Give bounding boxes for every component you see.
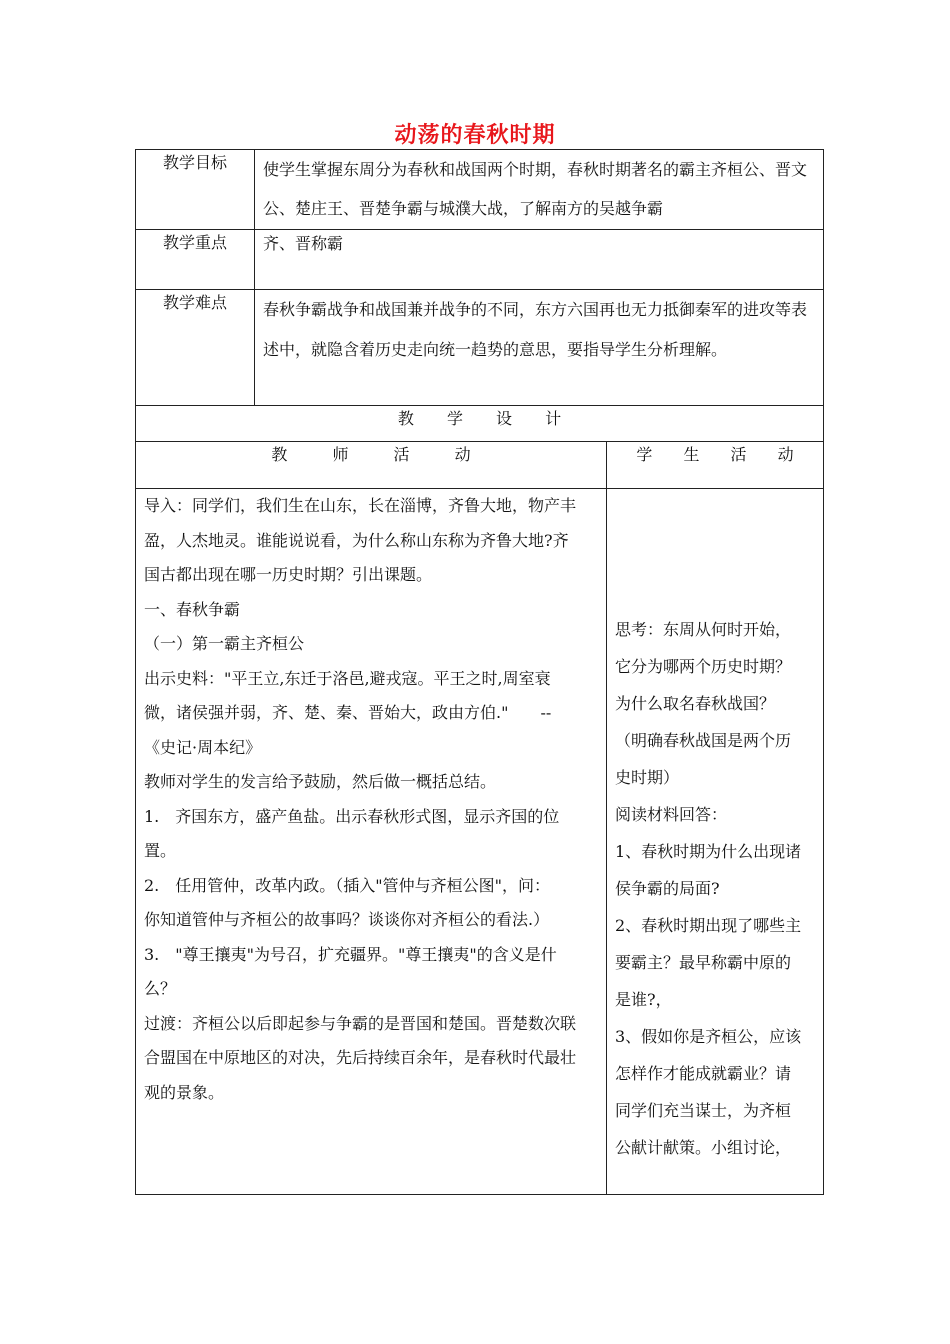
teacher-line: （一）第一霸主齐桓公 bbox=[144, 634, 305, 653]
document-title: 动荡的春秋时期 bbox=[394, 123, 556, 148]
teacher-line: 2. 任用管仲，改革内政。（插入"管仲与齐桓公图"，问： bbox=[144, 875, 550, 895]
student-line: 为什么取名春秋战国？ bbox=[615, 694, 776, 713]
teacher-line: 你知道管仲与齐桓公的故事吗？谈谈你对齐桓公的看法.） bbox=[144, 910, 550, 929]
difficulties-text: 春秋争霸战争和战国兼并战争的不同，东方六国再也无力抵御秦军的进攻等表述中，就隐含着历史走向统一趋势的意思，要指导学生分析理解。 bbox=[263, 300, 808, 359]
objectives-row bbox=[136, 150, 824, 230]
difficulties-label: 教学难点 bbox=[136, 290, 255, 406]
student-line: 公献计献策。小组讨论， bbox=[615, 1138, 792, 1157]
design-header-row bbox=[136, 406, 824, 442]
student-header-text: 学 生 活 动 bbox=[636, 445, 794, 464]
teacher-line: 盈，人杰地灵。谁能说说看，为什么称山东称为齐鲁大地?齐 bbox=[144, 530, 569, 550]
student-line: 3、假如你是齐桓公，应该 bbox=[615, 1027, 802, 1046]
objectives-label: 教学目标 bbox=[136, 150, 255, 230]
student-line: 怎样作才能成就霸业？请 bbox=[615, 1064, 792, 1083]
difficulties-row bbox=[136, 290, 824, 406]
design-header-text: 教 学 设 计 bbox=[397, 409, 576, 428]
teacher-line: 过渡：齐桓公以后即起参与争霸的是晋国和楚国。晋楚数次联 bbox=[144, 1013, 577, 1033]
student-line: 同学们充当谋士，为齐桓 bbox=[615, 1101, 792, 1120]
difficulties-cell bbox=[255, 290, 824, 406]
teacher-line: 一、春秋争霸 bbox=[144, 599, 241, 619]
teacher-header-text: 教 师 活 动 bbox=[271, 445, 471, 464]
teacher-activity-text bbox=[136, 489, 606, 1110]
student-line: （明确春秋战国是两个历 bbox=[615, 731, 792, 750]
teacher-line: 出示史料："平王立,东迁于洛邑,避戎寇。平王之时,周室衰 bbox=[144, 668, 551, 688]
student-line: 侯争霸的局面? bbox=[615, 879, 720, 898]
key-points-label: 教学重点 bbox=[136, 230, 255, 290]
activity-header-row bbox=[136, 442, 824, 489]
key-points-row bbox=[136, 230, 824, 290]
student-line: 要霸主？最早称霸中原的 bbox=[615, 953, 792, 972]
key-points-text: 齐、晋称霸 bbox=[263, 234, 344, 253]
student-line: 1、春秋时期为什么出现诸 bbox=[615, 842, 802, 861]
teacher-line: 置。 bbox=[144, 841, 177, 860]
student-activity-text bbox=[607, 489, 823, 1166]
design-header bbox=[136, 406, 824, 442]
teacher-line: 3. "尊王攘夷"为号召，扩充疆界。"尊王攘夷"的含义是什 bbox=[144, 944, 557, 964]
teacher-activity-cell bbox=[136, 489, 607, 1195]
lesson-plan-table bbox=[135, 149, 824, 1195]
student-line: 史时期） bbox=[615, 768, 680, 787]
teacher-line: 微，诸侯强并弱，齐、楚、秦、晋始大，政由方伯." -- bbox=[144, 703, 552, 722]
teacher-line: 国古都出现在哪一历史时期？引出课题。 bbox=[144, 565, 433, 584]
teacher-line: 导入：同学们，我们生在山东，长在淄博，齐鲁大地，物产丰 bbox=[144, 496, 577, 515]
student-line: 2、春秋时期出现了哪些主 bbox=[615, 916, 802, 935]
teacher-header bbox=[136, 442, 607, 489]
student-activity-cell bbox=[607, 489, 824, 1195]
teacher-line: 合盟国在中原地区的对决，先后持续百余年，是春秋时代最壮 bbox=[144, 1048, 577, 1067]
student-line: 是谁?， bbox=[615, 990, 672, 1009]
student-line: 思考：东周从何时开始， bbox=[615, 620, 792, 639]
activity-body-row bbox=[136, 489, 824, 1195]
student-line: 阅读材料回答： bbox=[615, 805, 728, 824]
teacher-line: 么？ bbox=[144, 979, 177, 998]
objectives-cell bbox=[255, 150, 824, 230]
teacher-line: 教师对学生的发言给予鼓励，然后做一概括总结。 bbox=[144, 772, 497, 791]
teacher-line: 1. 齐国东方，盛产鱼盐。出示春秋形式图，显示齐国的位 bbox=[144, 806, 560, 826]
key-points-cell bbox=[255, 230, 824, 290]
objectives-text: 使学生掌握东周分为春秋和战国两个时期，春秋时期著名的霸主齐桓公、晋文公、楚庄王、晋楚争霸与城濮大战，了解南方的吴越争霸 bbox=[263, 160, 808, 218]
student-line: 它分为哪两个历史时期？ bbox=[615, 657, 792, 676]
teacher-line: 观的景象。 bbox=[144, 1082, 225, 1102]
teacher-line: 《史记·周本纪》 bbox=[144, 737, 262, 757]
student-header bbox=[607, 442, 824, 489]
